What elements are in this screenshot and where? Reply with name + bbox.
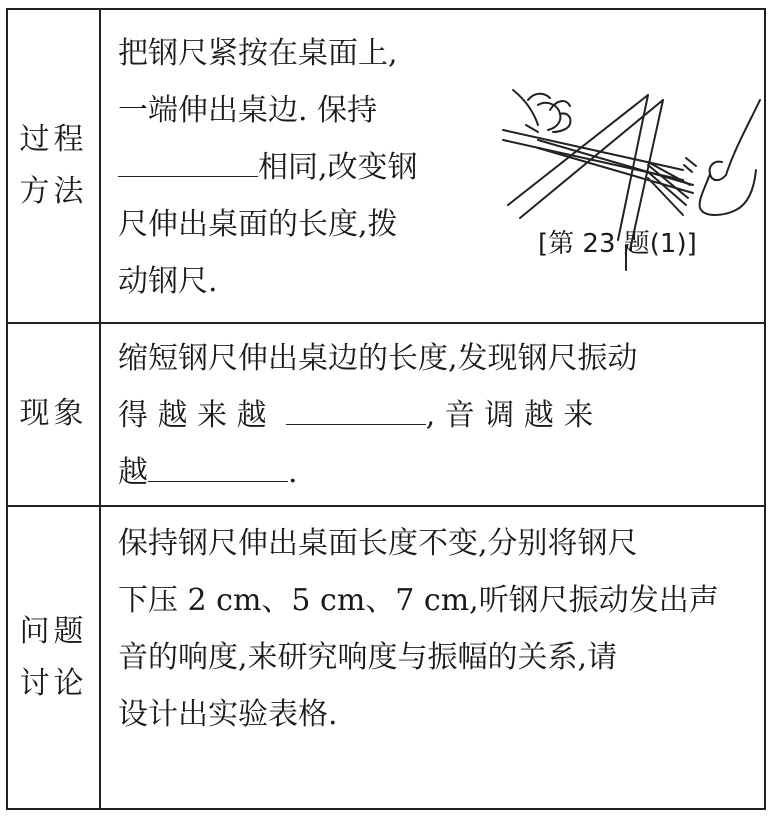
text-line: 音的响度,来研究响度与振幅的关系,请 xyxy=(118,640,618,675)
row-divider xyxy=(8,322,764,324)
text-line: 尺伸出桌面的长度,拨 xyxy=(118,207,398,242)
discussion-text xyxy=(118,515,719,743)
fill-blank[interactable] xyxy=(148,447,288,482)
text-line: 下压 2 cm、5 cm、7 cm,听钢尺振动发出声 xyxy=(118,583,719,618)
text-line: 得 越 来 越 , 音 调 越 来 xyxy=(118,387,638,444)
row-label-discussion: 问题 讨论 xyxy=(19,614,88,701)
experiment-table xyxy=(6,8,766,810)
text-line: 相同,改变钢 xyxy=(118,139,418,196)
row-label-phenomenon: 现象 xyxy=(19,396,88,431)
figure-caption: [第 23 题(1)] xyxy=(538,229,697,259)
text-line: 越 . xyxy=(118,444,638,501)
ruler-experiment-figure xyxy=(498,70,768,320)
text-line: 缩短钢尺伸出桌边的长度,发现钢尺振动 xyxy=(118,341,638,376)
text-line: 保持钢尺伸出桌面长度不变,分别将钢尺 xyxy=(118,526,638,561)
fill-blank[interactable] xyxy=(118,142,258,177)
text-line: 动钢尺. xyxy=(118,264,218,299)
text-line: 把钢尺紧按在桌面上, xyxy=(118,36,398,71)
text-line: 设计出实验表格. xyxy=(118,697,338,732)
row-divider xyxy=(8,505,764,507)
phenomenon-text xyxy=(118,330,638,501)
row-label-process-method: 过程 方法 xyxy=(19,122,88,209)
column-divider xyxy=(99,10,101,808)
text-line: 一端伸出桌边. 保持 xyxy=(118,93,378,128)
process-method-text xyxy=(118,25,418,310)
fill-blank[interactable] xyxy=(286,390,426,425)
